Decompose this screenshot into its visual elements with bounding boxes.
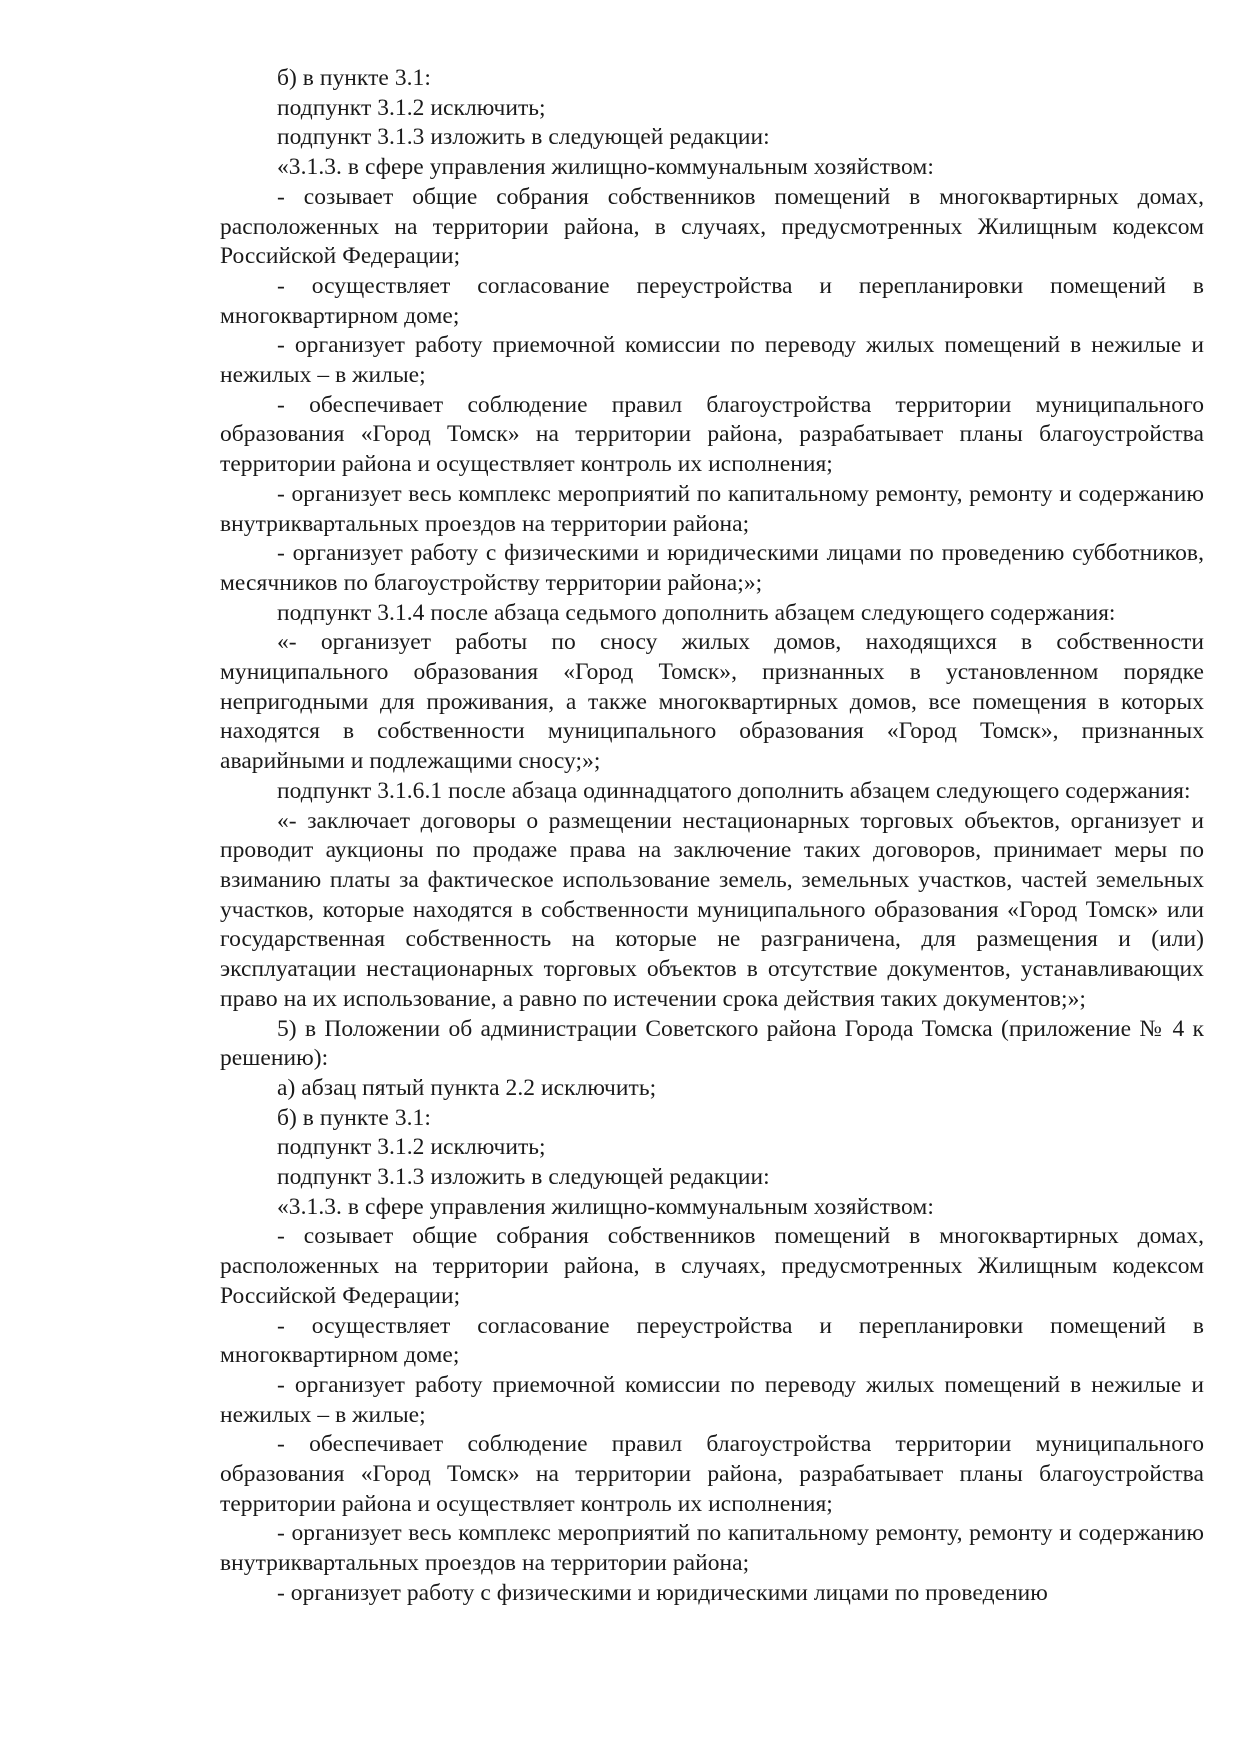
paragraph-15: 5) в Положении об администрации Советского района Города Томска (приложение № 4 к решению): (220, 1015, 1204, 1072)
paragraph-9: - организует весь комплекс мероприятий по капитальному ремонту, ремонту и содержанию внутриквартальных проездов на территории района; (220, 480, 1204, 537)
paragraph-3: подпункт 3.1.3 изложить в следующей редакции: (277, 124, 770, 151)
paragraph-8: - обеспечивает соблюдение правил благоустройства территории муниципального образования «Город Томск» на территории района, разрабатывает планы благоустройства территории района и осуществляет контроль их исполнения; (220, 391, 1204, 478)
paragraph-1: б) в пункте 3.1: (277, 65, 431, 91)
paragraph-6: - осуществляет согласование переустройства и перепланировки помещений в многоквартирном доме; (220, 272, 1204, 329)
paragraph-25: - организует весь комплекс мероприятий по капитальному ремонту, ремонту и содержанию внутриквартальных проездов на территории района; (220, 1520, 1204, 1577)
paragraph-16: а) абзац пятый пункта 2.2 исключить; (277, 1074, 657, 1101)
paragraph-12: «- организует работы по сносу жилых домов, находящихся в собственности муниципального образования «Город Томск», признанных в установленном порядке непригодными для проживания, а также многоквартирных домов, все помещения в которых находятся в собственности муниципального образования «Город Томск», признанных аварийными и подлежащими сносу;»; (220, 629, 1204, 775)
paragraph-22: - осуществляет согласование переустройства и перепланировки помещений в многоквартирном доме; (220, 1312, 1204, 1369)
paragraph-4: «3.1.3. в сфере управления жилищно-коммунальным хозяйством: (277, 154, 934, 181)
paragraph-18: подпункт 3.1.2 исключить; (277, 1134, 546, 1161)
paragraph-13: подпункт 3.1.6.1 после абзаца одиннадцатого дополнить абзацем следующего содержания: (277, 777, 1191, 804)
paragraph-17: б) в пункте 3.1: (277, 1104, 431, 1131)
paragraph-21: - созывает общие собрания собственников помещений в многоквартирных домах, расположенных на территории района, в случаях, предусмотренных Жилищным кодексом Российской Федерации; (220, 1223, 1204, 1309)
paragraph-10: - организует работу с физическими и юридическими лицами по проведению субботников, месячников по благоустройству территории района;»; (220, 540, 1204, 596)
document-body (220, 64, 1204, 1609)
paragraph-7: - организует работу приемочной комиссии по переводу жилых помещений в нежилые и нежилых – в жилые; (220, 332, 1204, 389)
paragraph-2: подпункт 3.1.2 исключить; (277, 94, 546, 121)
paragraph-24: - обеспечивает соблюдение правил благоустройства территории муниципального образования «Город Томск» на территории района, разрабатывает планы благоустройства территории района и осуществляет контроль их исполнения; (220, 1431, 1204, 1517)
paragraph-5: - созывает общие собрания собственников помещений в многоквартирных домах, расположенных на территории района, в случаях, предусмотренных Жилищным кодексом Российской Федерации; (220, 183, 1204, 270)
paragraph-26: - организует работу с физическими и юридическими лицами по проведению (277, 1579, 1048, 1606)
paragraph-11: подпункт 3.1.4 после абзаца седьмого дополнить абзацем следующего содержания: (277, 599, 1116, 626)
paragraph-23: - организует работу приемочной комиссии по переводу жилых помещений в нежилые и нежилых – в жилые; (220, 1371, 1204, 1428)
paragraph-19: подпункт 3.1.3 изложить в следующей редакции: (277, 1164, 770, 1191)
paragraph-14: «- заключает договоры о размещении нестационарных торговых объектов, организует и проводит аукционы по продаже права на заключение таких договоров, принимает меры по взиманию платы за фактическое использование земель, земельных участков, частей земельных участков, которые находятся в собственности муниципального образования «Город Томск» или государственная собственность на которые не разграничена, для размещения и (или) эксплуатации нестационарных торговых объектов в отсутствие документов, устанавливающих право на их использование, а равно по истечении срока действия таких документов;»; (220, 807, 1204, 1012)
paragraph-20: «3.1.3. в сфере управления жилищно-коммунальным хозяйством: (277, 1193, 934, 1220)
